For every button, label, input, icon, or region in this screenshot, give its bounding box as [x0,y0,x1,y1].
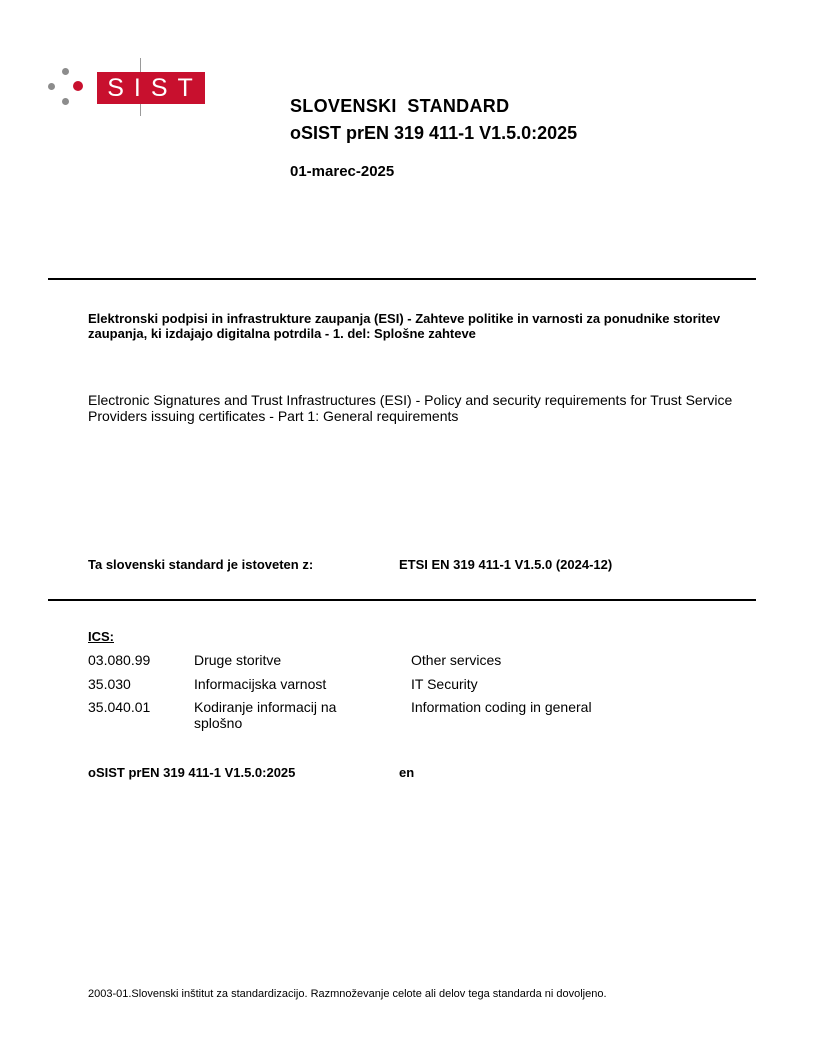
top-rule [48,278,756,280]
copyright-notice: 2003-01.Slovenski inštitut za standardizacijo. Razmnoževanje celote ali delov tega standarda ni dovoljeno. [88,988,607,1000]
ics-description-sl: Druge storitve [194,652,282,668]
ics-description-en: Other services [411,652,502,668]
title-slovenian: Elektronski podpisi in infrastrukture zaupanja (ESI) - Zahteve politike in varnosti za ponudnike storitev zaupanja, ki izdajajo digitalna potrdila - 1. del: Splošne zahteve [88,311,721,341]
logo-dot-top [62,68,69,75]
logo-dot-bottom [62,98,69,105]
standard-label: SLOVENSKI STANDARD [290,96,510,116]
standard-code: oSIST prEN 319 411-1 V1.5.0:2025 [290,123,578,143]
ics-code: 35.030 [88,676,131,692]
ics-code: 35.040.01 [88,699,151,715]
ics-label: ICS: [88,629,114,644]
logo-wordmark: SIST [97,72,205,104]
ics-description-en: Information coding in general [411,699,592,715]
ics-description-sl: Kodiranje informacij na splošno [194,699,337,731]
ics-code: 03.080.99 [88,652,151,668]
identical-value: ETSI EN 319 411-1 V1.5.0 (2024-12) [399,557,613,572]
document-code: oSIST prEN 319 411-1 V1.5.0:2025 [88,765,296,780]
middle-rule [48,599,756,601]
logo-dot-center [73,81,83,91]
document-language: en [399,765,415,780]
standard-date: 01-marec-2025 [290,163,395,180]
identical-label: Ta slovenski standard je istoveten z: [88,557,314,572]
ics-description-en: IT Security [411,676,478,692]
ics-description-sl: Informacijska varnost [194,676,327,692]
title-english: Electronic Signatures and Trust Infrastructures (ESI) - Policy and security requirements for Trust Service Providers issuing certificates - Part 1: General requirements [88,392,733,424]
logo-dot-left [48,83,55,90]
